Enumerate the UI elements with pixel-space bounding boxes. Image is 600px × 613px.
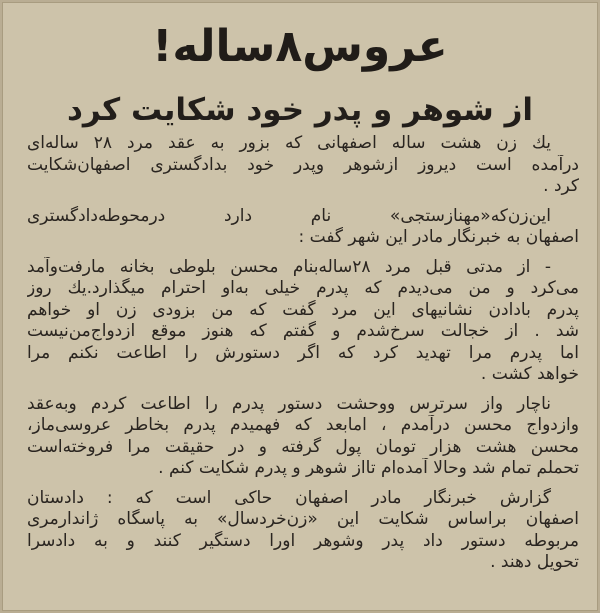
headline: عروس۸ساله! (152, 21, 448, 72)
article-line: - از مدتی قبل مرد ۲۸ساله‌بنام محسن بلوطی بخانه مارفت‌وآمد (27, 256, 552, 277)
article-line: کرد . (543, 176, 579, 196)
article-line: اصفهان براساس شکایت این «زن‌خردسال» به پاسگاه ژاندارمری (27, 509, 579, 529)
article-line: درآمده است دیروز ازشوهر وپدر خود بدادگستری اصفهان‌شکایت (27, 154, 579, 175)
article-paragraph (27, 488, 579, 574)
article-line: ناچار واز سرترس ووحشت دستور پدرم را اطاعت کردم وبه‌عقد (27, 393, 551, 414)
article-line: یك زن هشت ساله اصفهانی که بزور به عقد مرد ۲۸ ساله‌ای (27, 133, 552, 153)
article-line: مربوطه دستور داد پدر وشوهر اورا دستگیر کنند و به دادسرا (27, 530, 579, 551)
article-line: این‌زن‌که«مهنازستجی» نام دارد درمحوطه‌دادگستری (27, 205, 551, 226)
article-line: تحملم تمام شد وحالا آمده‌ام تااز شوهر و پدرم شکایت کنم . (158, 458, 579, 478)
article-line: اما پدرم مرا تهدید کرد که اگر دستورش را اطاعت نکنم مرا (27, 342, 579, 363)
article-paragraph (27, 257, 579, 386)
paragraph-gap (27, 386, 579, 394)
article-line: پدرم بادادن نشانیهای این مرد گفت که من بزودی زن او خواهم (27, 299, 579, 320)
paragraph-gap (27, 198, 579, 206)
article-paragraph (27, 206, 579, 249)
paragraph-gap (27, 480, 579, 488)
article-line: تحویل دهند . (490, 552, 579, 572)
newspaper-clipping (2, 2, 598, 611)
article-line: وازدواج محسن درآمدم ، امابعد که فهمیدم پدرم بخاطر عروسی‌ماز، (27, 415, 579, 435)
article-paragraph (27, 394, 579, 480)
article-line: محسن هشت هزار تومان پول گرفته و در حقیقت مرا فروخته‌است (27, 436, 579, 457)
article-line: اصفهان به خبرنگار مادر این شهر گفت : (298, 227, 579, 247)
paragraph-gap (27, 249, 579, 257)
article-line: گزارش خبرنگار مادر اصفهان حاکی است که : دادستان (27, 487, 551, 508)
article-line: می‌کرد و من می‌دیدم که پدرم خیلی به‌او احترام میگذارد.یك روز (27, 278, 579, 298)
article-body (27, 133, 579, 574)
subheadline: از شوهر و پدر خود شکایت کرد (66, 92, 534, 128)
article-line: خواهد کشت . (480, 364, 579, 384)
article-paragraph (27, 133, 579, 198)
article-line: شد . از خجالت سرخ‌شدم و گفتم که هنوز موقع ازدواج‌من‌نیست (27, 321, 579, 341)
